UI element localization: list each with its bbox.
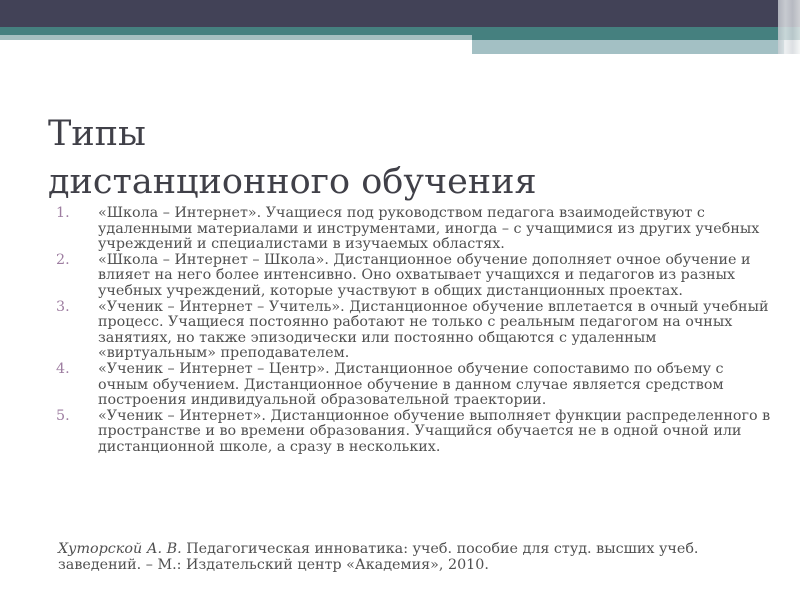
item-number: 1. [56,205,70,221]
slide-title [48,110,537,206]
header-band-light-left [0,35,472,40]
item-text: «Ученик – Интернет – Учитель». Дистанционное обучение вплетается в очный учебный процесс. Учащиеся постоянно работают не только с реальным педагогом на очных занятиях, но также эпизодически или постоянно общаются с удаленным «виртуальным» преподавателем. [98,298,769,362]
reference-text: Педагогическая инноватика: учеб. пособие для студ. высших учеб. заведений. – М.: Издательский центр «Академия», 2010. [58,541,699,573]
list-item [48,300,778,362]
list-item [48,362,778,409]
list-item [48,253,778,300]
item-text: «Школа – Интернет – Школа». Дистанционное обучение дополняет очное обучение и влияет на него более интенсивно. Оно охватывает учащихся и педагогов из разных учебных учреждений, которые участвуют в общих дистанционных проектах. [98,251,751,299]
header-edge-stripes [778,0,800,54]
list-item [48,206,778,253]
reference-author: Хуторской А. В. [58,541,182,557]
item-number: 3. [56,298,70,315]
item-number: 2. [56,251,70,268]
list-item [48,409,778,456]
item-text: «Школа – Интернет». Учащиеся под руководством педагога взаимодействуют с удаленными материалами и инструментами, иногда – с учащимися из других учебных учреждений и специалистами в изучаемых областях. [98,205,760,253]
item-text: «Ученик – Интернет». Дистанционное обучение выполняет функции распределенного в пространстве и во времени образования. Учащийся обучается не в одной очной или дистанционной школе, а сразу в нескольких. [98,407,771,455]
title-line-2: дистанционного обучения [48,162,537,202]
item-number: 5. [56,407,70,424]
item-text: «Ученик – Интернет – Центр». Дистанционное обучение сопоставимо по объему с очным обучением. Дистанционное обучение в данном случае является средством построения индивидуальной образовательной траектории. [98,360,724,409]
header-band-teal [0,27,800,35]
header-band-dark [0,0,800,27]
title-line-1: Типы [48,114,146,154]
item-number: 4. [56,360,70,377]
reference [58,541,778,573]
header-band-light-right [472,40,784,54]
types-list [48,206,778,456]
